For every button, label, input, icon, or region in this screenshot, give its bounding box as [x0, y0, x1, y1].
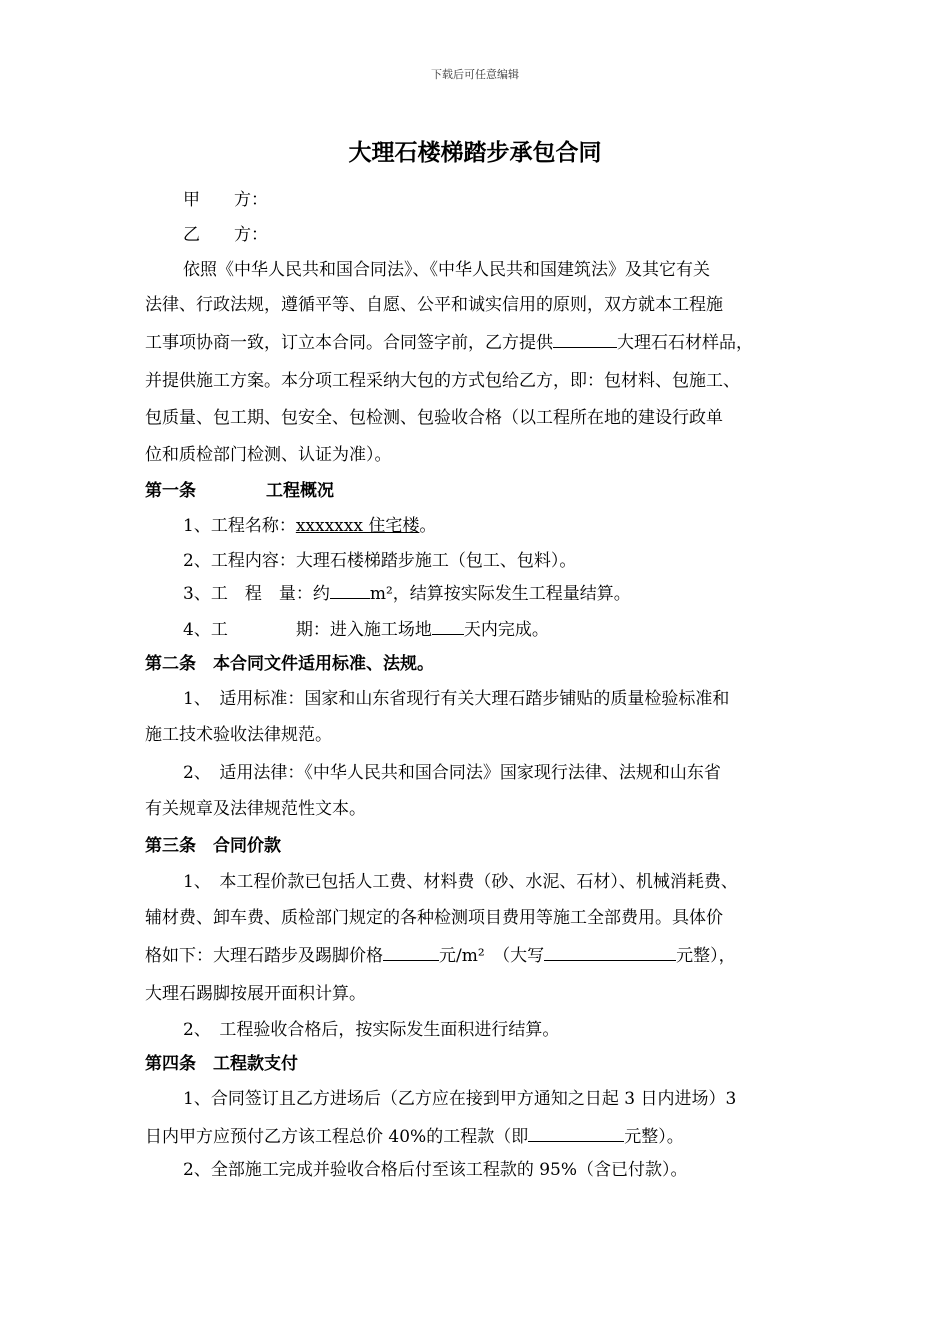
intro-line [145, 331, 753, 355]
price-suffix: 元整）， [676, 946, 736, 966]
article-1-item [183, 618, 549, 642]
article-1-item [183, 514, 436, 538]
article-title: 工程概况 [266, 481, 334, 501]
intro-line: 包质量、包工期、包安全、包检测、包验收合格（以工程所在地的建设行政单 [145, 408, 723, 428]
article-2-text: 2、 适用法律：《中华人民共和国合同法》国家现行法律、法规和山东省 [183, 763, 721, 783]
article-4-text [145, 1125, 684, 1149]
item-text: 。 [419, 516, 437, 536]
intro-line: 并提供施工方案。本分项工程采纳大包的方式包给乙方，即：包材料、包施工、 [145, 371, 740, 391]
item-label: 3、工 程 量：约 [183, 584, 330, 604]
intro-text: 大理石石材样品， [617, 333, 753, 353]
article-3-heading: 第三条 合同价款 [145, 836, 281, 856]
item-label: 1、工程名称： [183, 516, 296, 536]
article-2-heading: 第二条 本合同文件适用标准、法规。 [145, 654, 434, 674]
price-blank [383, 946, 439, 961]
article-2-text: 有关规章及法律规范性文本。 [145, 799, 366, 819]
article-1-item [183, 582, 631, 606]
article-3-text: 辅材费、卸车费、质检部门规定的各种检测项目费用等施工全部费用。具体价 [145, 908, 723, 928]
payment-suffix: 元整）。 [624, 1127, 684, 1147]
price-words-blank [544, 946, 676, 961]
article-3-text: 大理石踢脚按展开面积计算。 [145, 984, 366, 1004]
quantity-blank [330, 584, 370, 599]
page-header: 下载后可任意编辑 [431, 68, 519, 81]
item-label: 4、工 期：进入施工场地 [183, 620, 432, 640]
days-blank [432, 620, 464, 635]
article-4-text: 2、全部施工完成并验收合格后付至该工程款的 95%（含已付款）。 [183, 1160, 688, 1180]
payment-blank [528, 1127, 624, 1142]
article-3-text [145, 944, 736, 968]
article-2-text: 施工技术验收法律规范。 [145, 725, 332, 745]
article-2-text: 1、 适用标准：国家和山东省现行有关大理石踏步铺贴的质量检验标准和 [183, 689, 730, 709]
article-3-text: 2、 工程验收合格后，按实际发生面积进行结算。 [183, 1020, 560, 1040]
price-unit: 元/m² （大写 [439, 946, 545, 966]
project-name: xxxxxxx 住宅楼 [295, 516, 420, 536]
sample-blank [553, 333, 617, 348]
price-label: 格如下：大理石踏步及踢脚价格 [145, 946, 383, 966]
intro-line: 依照《中华人民共和国合同法》、《中华人民共和国建筑法》及其它有关 [183, 260, 710, 280]
article-3-text: 1、 本工程价款已包括人工费、材料费（砂、水泥、石材）、机械消耗费、 [183, 872, 738, 892]
intro-line: 位和质检部门检测、认证为准）。 [145, 445, 392, 465]
item-text: m²，结算按实际发生工程量结算。 [369, 584, 631, 604]
article-4-heading: 第四条 工程款支付 [145, 1054, 298, 1074]
payment-label: 日内甲方应预付乙方该工程总价 40%的工程款（即 [145, 1127, 529, 1147]
article-1-item: 2、工程内容：大理石楼梯踏步施工（包工、包料）。 [183, 551, 577, 571]
article-1-heading [145, 479, 334, 503]
item-text: 天内完成。 [463, 620, 549, 640]
party-b-label: 乙 方： [183, 225, 268, 245]
article-4-text: 1、合同签订且乙方进场后（乙方应在接到甲方通知之日起 3 日内进场）3 [183, 1089, 737, 1109]
document-title: 大理石楼梯踏步承包合同 [348, 140, 602, 166]
intro-line: 法律、行政法规，遵循平等、自愿、公平和诚实信用的原则，双方就本工程施 [145, 295, 723, 315]
intro-text: 工事项协商一致，订立本合同。合同签字前，乙方提供 [145, 333, 553, 353]
article-number: 第一条 [145, 481, 196, 501]
party-a-label: 甲 方： [183, 190, 268, 210]
